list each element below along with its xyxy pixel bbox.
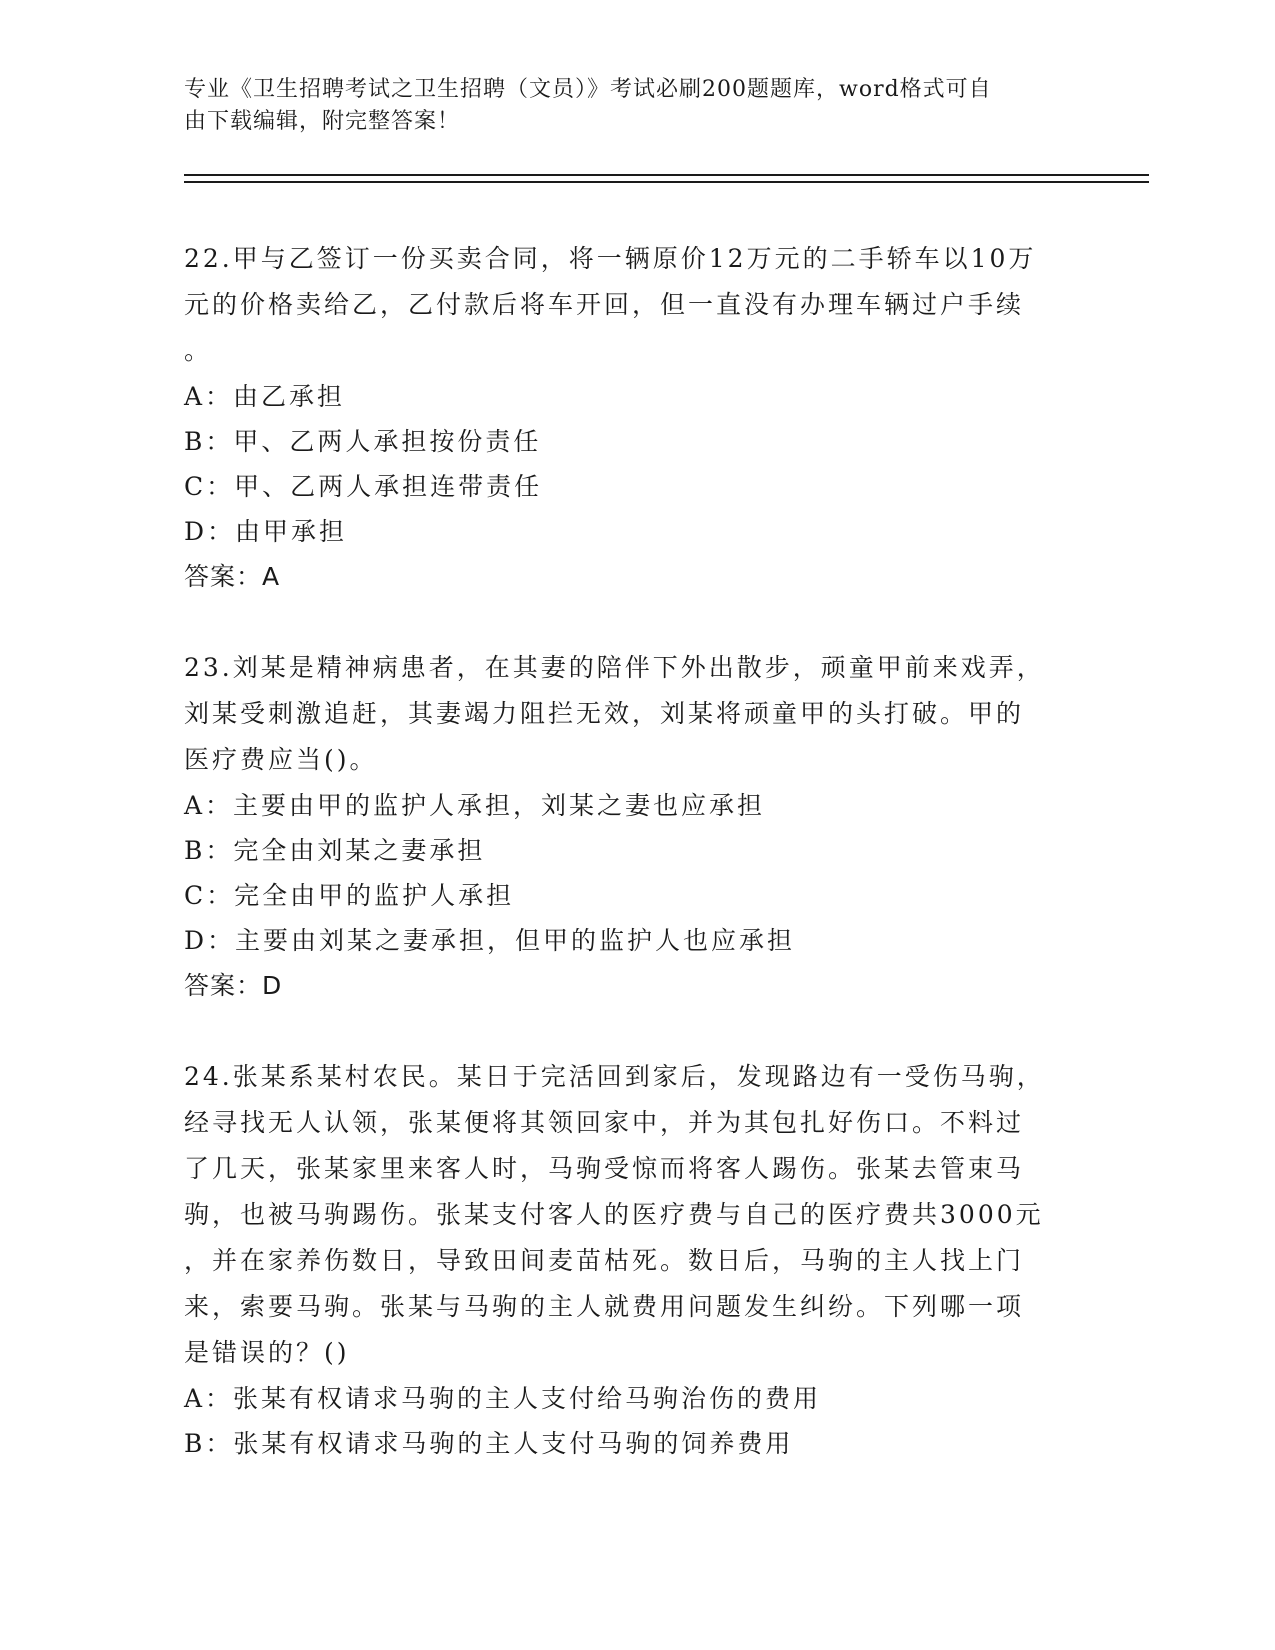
stem-line: 。 [184,336,213,365]
stem-line: ，并在家养伤数日，导致田间麦苗枯死。数日后，马驹的主人找上门 [184,1246,1025,1275]
question-24 [184,1054,1084,1466]
question-22 [184,236,1084,600]
stem-line: 了几天，张某家里来客人时，马驹受惊而将客人踢伤。张某去管束马 [184,1154,1025,1183]
question-23 [184,645,1084,1009]
question-list [184,236,1084,1511]
stem-line: 刘某受刺激追赶，其妻竭力阻拦无效，刘某将顽童甲的头打破。甲的 [184,699,1025,728]
stem-line: 22.甲与乙签订一份买卖合同，将一辆原价12万元的二手轿车以10万 [184,244,1037,273]
option-a: A：张某有权请求马驹的主人支付给马驹治伤的费用 [184,1384,822,1413]
stem-line: 驹，也被马驹踢伤。张某支付客人的医疗费与自己的医疗费共3000元 [184,1200,1044,1229]
stem-line: 来，索要马驹。张某与马驹的主人就费用问题发生纠纷。下列哪一项 [184,1292,1025,1321]
stem-line: 24.张某系某村农民。某日于完活回到家后，发现路边有一受伤马驹， [184,1062,1045,1091]
option-c: C：完全由甲的监护人承担 [184,881,515,910]
stem-line: 医疗费应当()。 [184,745,378,774]
stem-line: 是错误的？() [184,1338,350,1367]
stem-line: 元的价格卖给乙，乙付款后将车开回，但一直没有办理车辆过户手续 [184,290,1025,319]
option-d: D：由甲承担 [184,517,348,546]
answer-label: 答案： [184,562,263,591]
document-header [184,74,1084,138]
answer-value: D [262,971,283,1000]
option-a: A：主要由甲的监护人承担，刘某之妻也应承担 [184,791,766,820]
answer-label: 答案： [184,971,263,1000]
question-stem [184,1054,1084,1376]
option-b: B：甲、乙两人承担按份责任 [184,427,542,456]
question-stem [184,236,1084,374]
answer-value: A [262,562,281,591]
stem-line: 23.刘某是精神病患者，在其妻的陪伴下外出散步，顽童甲前来戏弄， [184,653,1045,682]
option-a: A：由乙承担 [184,382,346,411]
header-rule-top [184,174,1149,176]
option-b: B：张某有权请求马驹的主人支付马驹的饲养费用 [184,1429,794,1458]
question-stem [184,645,1084,783]
option-b: B：完全由刘某之妻承担 [184,836,486,865]
option-c: C：甲、乙两人承担连带责任 [184,472,543,501]
header-line-2: 由下载编辑，附完整答案！ [184,109,461,134]
header-line-1: 专业《卫生招聘考试之卫生招聘（文员）》考试必刷200题题库，word格式可自 [184,77,992,102]
option-d: D：主要由刘某之妻承担，但甲的监护人也应承担 [184,926,796,955]
answer-line [184,554,1084,600]
header-rule-bottom [184,181,1149,183]
stem-line: 经寻找无人认领，张某便将其领回家中，并为其包扎好伤口。不料过 [184,1108,1025,1137]
answer-line [184,963,1084,1009]
